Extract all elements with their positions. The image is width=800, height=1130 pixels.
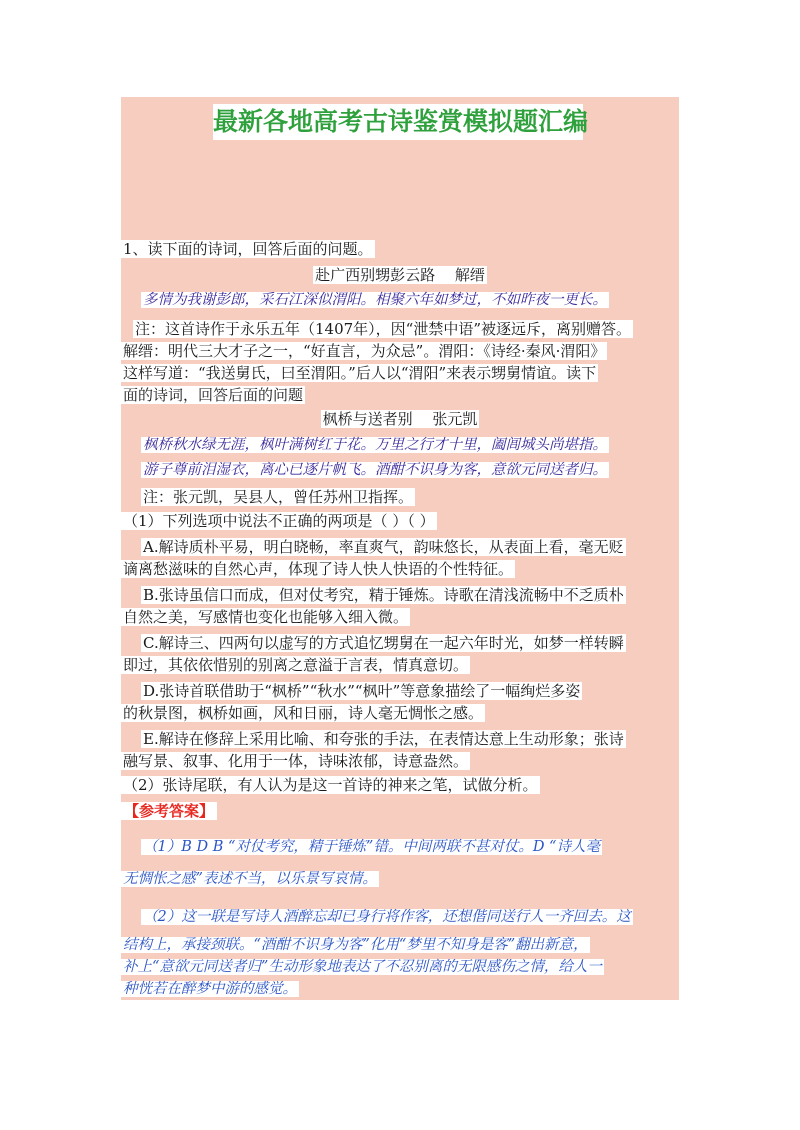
page-title: 最新各地高考古诗鉴赏模拟题汇编: [213, 107, 589, 136]
sub-question-1: （1）下列选项中说法不正确的两项是（ ）（ ）: [123, 512, 435, 530]
option-c: 即过，其依依惜别的别离之意溢于言表，情真意切。: [123, 656, 469, 674]
option-b: 自然之美，写感情也变化也能够入细入微。: [123, 608, 409, 626]
option-a: A.解诗质朴平易，明白晓畅，率直爽气，韵味悠长，从表面上看，毫无贬: [143, 538, 624, 556]
answer-2: 种恍若在醉梦中游的感觉。: [123, 981, 297, 997]
poem1-text: 多情为我谢彭郎，采石江深似渭阳。相聚六年如梦过，不如昨夜一更长。: [143, 292, 607, 308]
poem2-title: 枫桥与送者别 张元凯: [322, 410, 478, 428]
option-a: 谪离愁滋味的自然心声，体现了诗人快人快语的个性特征。: [123, 560, 514, 578]
answer-2: 结构上，承接颈联。“酒酣不识身为客”化用“梦里不知身是客”翻出新意，: [123, 937, 588, 953]
option-d: D.张诗首联借助于“枫桥”“秋水”“枫叶”等意象描绘了一幅绚烂多姿: [143, 682, 581, 700]
option-d: 的秋景图，枫桥如画，风和日丽，诗人毫无惆怅之感。: [123, 704, 484, 722]
question-number: 1、读下面的诗词，回答后面的问题。: [123, 240, 373, 258]
note2: 注：张元凯，吴县人，曾任苏州卫指挥。: [143, 488, 414, 506]
answer-2: （2）这一联是写诗人酒醉忘却已身行将作客，还想偕同送行人一齐回去。这: [143, 909, 631, 925]
option-b: B.张诗虽信口而成，但对仗考究，精于锤炼。诗歌在清浅流畅中不乏质朴: [143, 586, 624, 604]
poem2-line: 枫桥秋水绿无涯，枫叶满树红于花。万里之行才十里，阖闾城头尚堪指。: [143, 437, 607, 453]
note1-line: 面的诗词，回答后面的问题: [123, 386, 304, 404]
sub-question-2: （2）张诗尾联，有人认为是这一首诗的神来之笔，试做分析。: [123, 776, 538, 794]
note1-line: 这样写道：“我送舅氏，曰至渭阳。”后人以“渭阳”来表示甥舅情谊。读下: [123, 364, 597, 382]
note1-line: 解缙：明代三大才子之一，“好直言，为众忌”。渭阳：《诗经·秦风·渭阳》: [123, 342, 606, 360]
option-c: C.解诗三、四两句以虚写的方式追忆甥舅在一起六年时光，如梦一样转瞬: [143, 634, 624, 652]
poem1-title: 赴广西别甥彭云路 解缙: [315, 266, 485, 284]
answer-1: （1）B D B “对仗考究，精于锤炼”错。中间两联不甚对仗。D “诗人毫: [143, 839, 600, 855]
poem2-line: 游子尊前泪湿衣，离心已逐片帆飞。酒酣不识身为客，意欲元同送者归。: [143, 462, 607, 478]
option-e: E.解诗在修辞上采用比喻、和夸张的手法，在表情达意上生动形象；张诗: [143, 730, 624, 748]
answer-1: 无惆怅之感”表述不当，以乐景写哀情。: [123, 871, 377, 887]
answer-2: 补上“意欲元同送者归”生动形象地表达了不忍别离的无限感伤之情，给人一: [123, 959, 602, 975]
option-e: 融写景、叙事、化用于一体，诗味浓郁，诗意盎然。: [123, 752, 469, 770]
note1-line: 注：这首诗作于永乐五年（1407年），因“泄禁中语”被逐远斥，离别赠答。: [135, 320, 632, 338]
answer-label: 【参考答案】: [121, 800, 217, 822]
